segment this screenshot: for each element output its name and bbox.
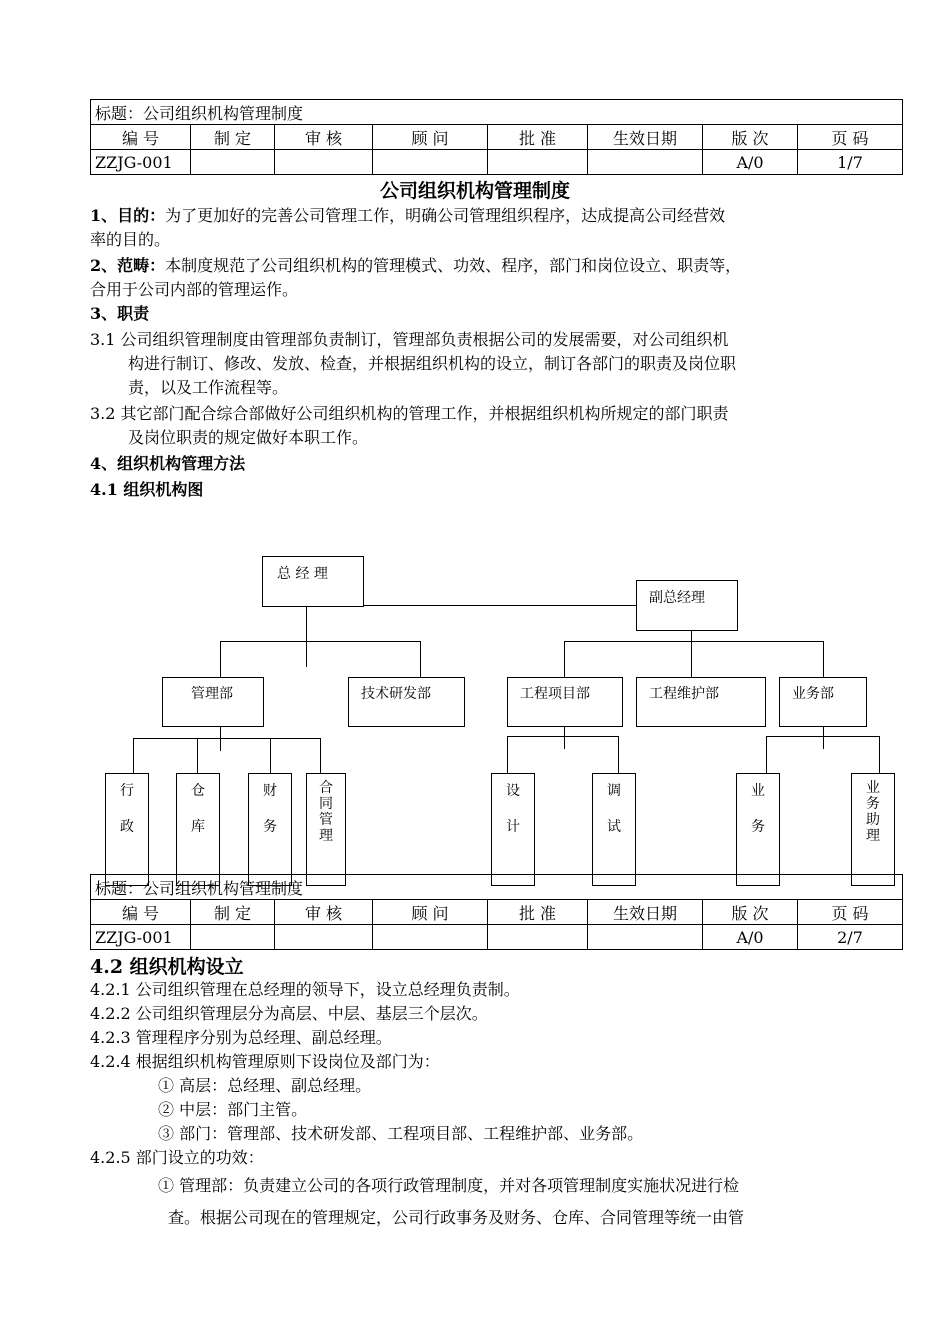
node-admin: 行 政 <box>105 773 149 886</box>
section-3-2-line1: 3.2 其它部门配合综合部做好公司组织机构的管理工作，并根据组织机构所规定的部门职责 <box>90 404 729 423</box>
node-management-dept: 管理部 <box>162 677 264 727</box>
header-title-cell: 标题：公司组织机构管理制度 <box>91 100 903 125</box>
node-general-manager: 总 经 理 <box>262 556 364 607</box>
col-advisor: 顾 问 <box>373 900 488 925</box>
cell-drafted <box>191 150 275 175</box>
section-1-text: 为了更加好的完善公司管理工作，明确公司管理组织程序，达成提高公司经营效 <box>165 206 726 225</box>
line-4-2-5-item1: ① 管理部：负责建立公司的各项行政管理制度，并对各项管理制度实施状况进行检 <box>158 1176 740 1195</box>
line-4-2-4-item1: ① 高层：总经理、副总经理。 <box>158 1076 372 1095</box>
section-4-2-body <box>90 978 880 1234</box>
section-2 <box>90 254 880 302</box>
col-effective-date: 生效日期 <box>588 900 703 925</box>
col-effective-date: 生效日期 <box>588 125 703 150</box>
line-4-2-1: 4.2.1 公司组织管理在总经理的领导下，设立总经理负责制。 <box>90 980 520 999</box>
col-page: 页 码 <box>798 125 903 150</box>
cell-effective-date <box>588 150 703 175</box>
node-deputy-gm: 副总经理 <box>636 580 738 631</box>
section-3-2-line2: 及岗位职责的规定做好本职工作。 <box>128 428 369 447</box>
node-business-dept: 业务部 <box>779 677 867 727</box>
cell-advisor <box>373 150 488 175</box>
node-project-dept: 工程项目部 <box>507 677 623 727</box>
node-contract-mgmt: 合 同 管 理 <box>306 773 346 886</box>
cell-reviewed <box>275 925 373 950</box>
cell-version: A/0 <box>703 925 798 950</box>
cell-advisor <box>373 925 488 950</box>
cell-version: A/0 <box>703 150 798 175</box>
cell-reviewed <box>275 150 373 175</box>
node-maintenance-dept: 工程维护部 <box>636 677 766 727</box>
section-3-2 <box>90 402 880 450</box>
section-1-label: 1、目的： <box>90 206 166 225</box>
node-warehouse: 仓 库 <box>176 773 220 886</box>
section-2-text: 本制度规范了公司组织机构的管理模式、功效、程序，部门和岗位设立、职责等， <box>165 256 742 275</box>
node-business-assistant: 业 务 助 理 <box>851 773 895 886</box>
header-title-cell: 标题：公司组织机构管理制度 <box>91 875 903 900</box>
section-3-1-line2: 构进行制订、修改、发放、检查，并根据组织机构的设立，制订各部门的职责及岗位职 <box>128 354 737 373</box>
cell-approved <box>488 150 588 175</box>
section-2-label: 2、范畴： <box>90 256 166 275</box>
section-2-text-cont: 合用于公司内部的管理运作。 <box>90 280 299 299</box>
col-approved: 批 准 <box>488 125 588 150</box>
node-rnd-dept: 技术研发部 <box>348 677 465 727</box>
col-version: 版 次 <box>703 125 798 150</box>
cell-page: 2/7 <box>798 925 903 950</box>
section-4-2-label: 4.2 组织机构设立 <box>90 956 244 978</box>
line-4-2-2: 4.2.2 公司组织管理层分为高层、中层、基层三个层次。 <box>90 1004 488 1023</box>
section-1-text-cont: 率的目的。 <box>90 230 171 249</box>
col-number: 编 号 <box>91 125 191 150</box>
header-table-page2 <box>90 874 903 950</box>
cell-effective-date <box>588 925 703 950</box>
line-4-2-3: 4.2.3 管理程序分别为总经理、副总经理。 <box>90 1028 392 1047</box>
cell-doc-number: ZZJG-001 <box>91 150 191 175</box>
line-4-2-4: 4.2.4 根据组织机构管理原则下设岗位及部门为： <box>90 1052 440 1071</box>
node-debug: 调 试 <box>592 773 636 886</box>
col-number: 编 号 <box>91 900 191 925</box>
col-reviewed: 审 核 <box>275 900 373 925</box>
node-design: 设 计 <box>491 773 535 886</box>
section-3-1-line1: 3.1 公司组织管理制度由管理部负责制订，管理部负责根据公司的发展需要，对公司组织机 <box>90 330 729 349</box>
line-4-2-4-item2: ② 中层：部门主管。 <box>158 1100 308 1119</box>
line-4-2-5: 4.2.5 部门设立的功效： <box>90 1148 264 1167</box>
node-business: 业 务 <box>736 773 780 886</box>
node-finance: 财 务 <box>248 773 292 886</box>
col-advisor: 顾 问 <box>373 125 488 150</box>
col-version: 版 次 <box>703 900 798 925</box>
col-drafted: 制 定 <box>191 900 275 925</box>
cell-drafted <box>191 925 275 950</box>
col-approved: 批 准 <box>488 900 588 925</box>
section-3-1 <box>90 328 880 400</box>
cell-page: 1/7 <box>798 150 903 175</box>
section-3-label: 3、职责 <box>90 304 150 323</box>
line-4-2-5-item1-cont: 查。根据公司现在的管理规定，公司行政事务及财务、仓库、合同管理等统一由管 <box>168 1208 745 1227</box>
section-3-1-line3: 责，以及工作流程等。 <box>128 378 289 397</box>
header-table-page1 <box>90 99 903 175</box>
line-4-2-4-item3: ③ 部门：管理部、技术研发部、工程项目部、工程维护部、业务部。 <box>158 1124 644 1143</box>
document-title: 公司组织机构管理制度 <box>379 180 570 202</box>
col-page: 页 码 <box>798 900 903 925</box>
col-reviewed: 审 核 <box>275 125 373 150</box>
section-4-label: 4、组织机构管理方法 <box>90 454 246 473</box>
cell-approved <box>488 925 588 950</box>
col-drafted: 制 定 <box>191 125 275 150</box>
cell-doc-number: ZZJG-001 <box>91 925 191 950</box>
section-1 <box>90 204 880 252</box>
section-4-1-label: 4.1 组织机构图 <box>90 480 204 499</box>
